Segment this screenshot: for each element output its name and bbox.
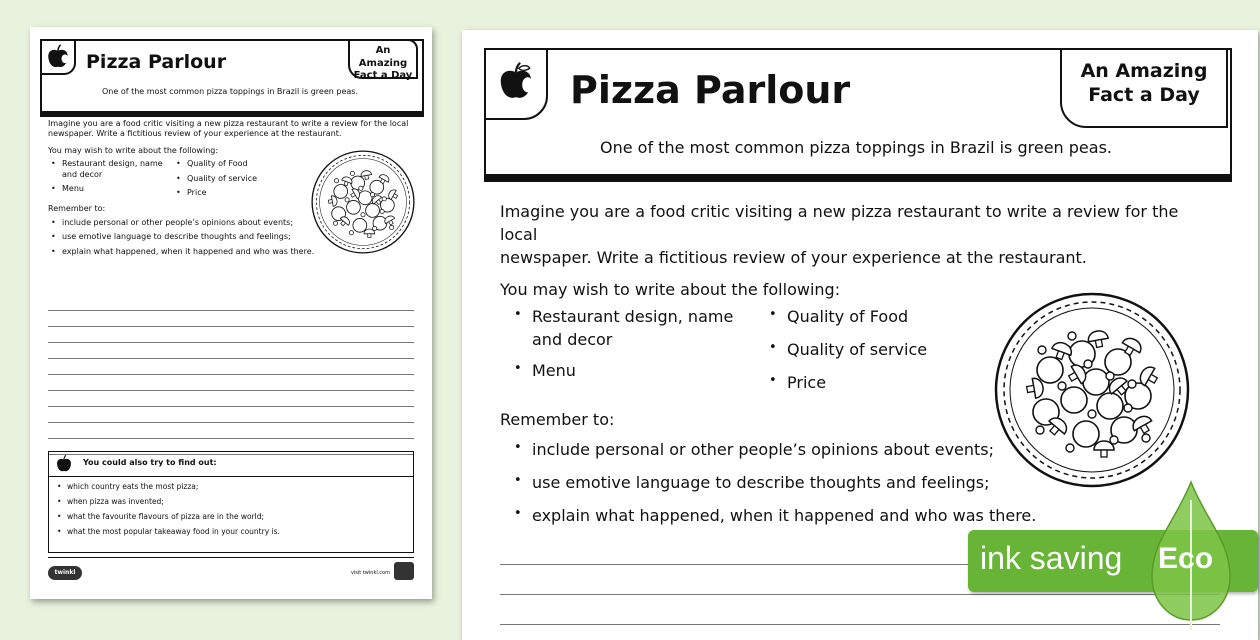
list-item: • what the favourite flavours of pizza are in the world; (55, 512, 280, 521)
list-item: • use emotive language to describe thoughts and feelings; (500, 471, 1220, 494)
find-out-box (48, 451, 414, 553)
intro-line2: newspaper. Write a fictitious review of your experience at the restaurant. (48, 129, 342, 139)
list-item: • include personal or other people’s opinions about events; (48, 218, 420, 228)
list-item: • Price (173, 188, 298, 198)
fact-tab (348, 39, 418, 79)
find-out-heading: You could also try to find out: (83, 458, 217, 467)
eco-ink-saving-badge (966, 480, 1260, 630)
apple-tab (40, 39, 76, 75)
twinkl-logo: twinkl (48, 566, 82, 580)
intro-line1: Imagine you are a food critic visiting a new pizza restaurant to write a review for the local (500, 202, 1179, 245)
apple-icon (494, 60, 538, 104)
list-item: • Menu (500, 359, 755, 382)
page-title: Pizza Parlour (86, 51, 227, 73)
fact-text: One of the most common pizza toppings in Brazil is green peas. (102, 87, 358, 96)
fact-tab-line1: An Amazing (1080, 60, 1208, 82)
eco-label: ink saving (980, 540, 1123, 576)
fact-text: One of the most common pizza toppings in Brazil is green peas. (600, 138, 1112, 157)
list-item: • when pizza was invented; (55, 497, 280, 506)
wish-heading: You may wish to write about the following: (500, 279, 841, 299)
remember-heading: Remember to: (500, 410, 615, 430)
list-item: • explain what happened, when it happened and who was there. (48, 247, 420, 257)
eco-word: Eco (1158, 542, 1214, 575)
fact-tab (1060, 48, 1228, 128)
list-item: • Quality of Food (755, 305, 970, 328)
intro-line2: newspaper. Write a fictitious review of your experience at the restaurant. (500, 248, 1087, 268)
page-title: Pizza Parlour (570, 68, 851, 112)
footer (48, 557, 414, 586)
list-item: • what the most popular takeaway food in your country is. (55, 527, 280, 536)
list-item: • Price (755, 371, 970, 394)
list-item: • include personal or other people’s opinions about events; (500, 438, 1220, 461)
list-item: • Quality of service (755, 338, 970, 361)
list-item: • explain what happened, when it happened and who was there. (500, 504, 1220, 527)
list-item: • Quality of service (173, 174, 298, 184)
list-item: • Restaurant design, name and decor (500, 305, 755, 351)
worksheet-thumbnail (30, 27, 432, 599)
wish-heading: You may wish to write about the following: (48, 145, 219, 155)
badge-icon (394, 562, 414, 580)
footer-url: visit twinkl.com (350, 570, 390, 576)
fact-tab-line2: Fact a Day (1088, 83, 1200, 106)
fact-tab-line2: Fact a Day (353, 70, 413, 81)
list-item: • Menu (48, 184, 173, 194)
list-item: • use emotive language to describe thoughts and feelings; (48, 232, 420, 242)
remember-heading: Remember to: (48, 204, 106, 214)
intro-line1: Imagine you are a food critic visiting a new pizza restaurant to write a review for the local (48, 119, 409, 128)
apple-tab (484, 48, 548, 120)
pizza-illustration (992, 290, 1192, 490)
pizza-illustration (310, 149, 416, 255)
fact-tab-line1: An Amazing (358, 45, 408, 69)
list-item: • Restaurant design, name and decor (48, 159, 173, 180)
apple-icon (53, 454, 75, 474)
writing-lines (48, 295, 414, 455)
apple-icon (44, 43, 72, 71)
list-item: • which country eats the most pizza; (55, 482, 280, 491)
list-item: • Quality of Food (173, 159, 298, 169)
